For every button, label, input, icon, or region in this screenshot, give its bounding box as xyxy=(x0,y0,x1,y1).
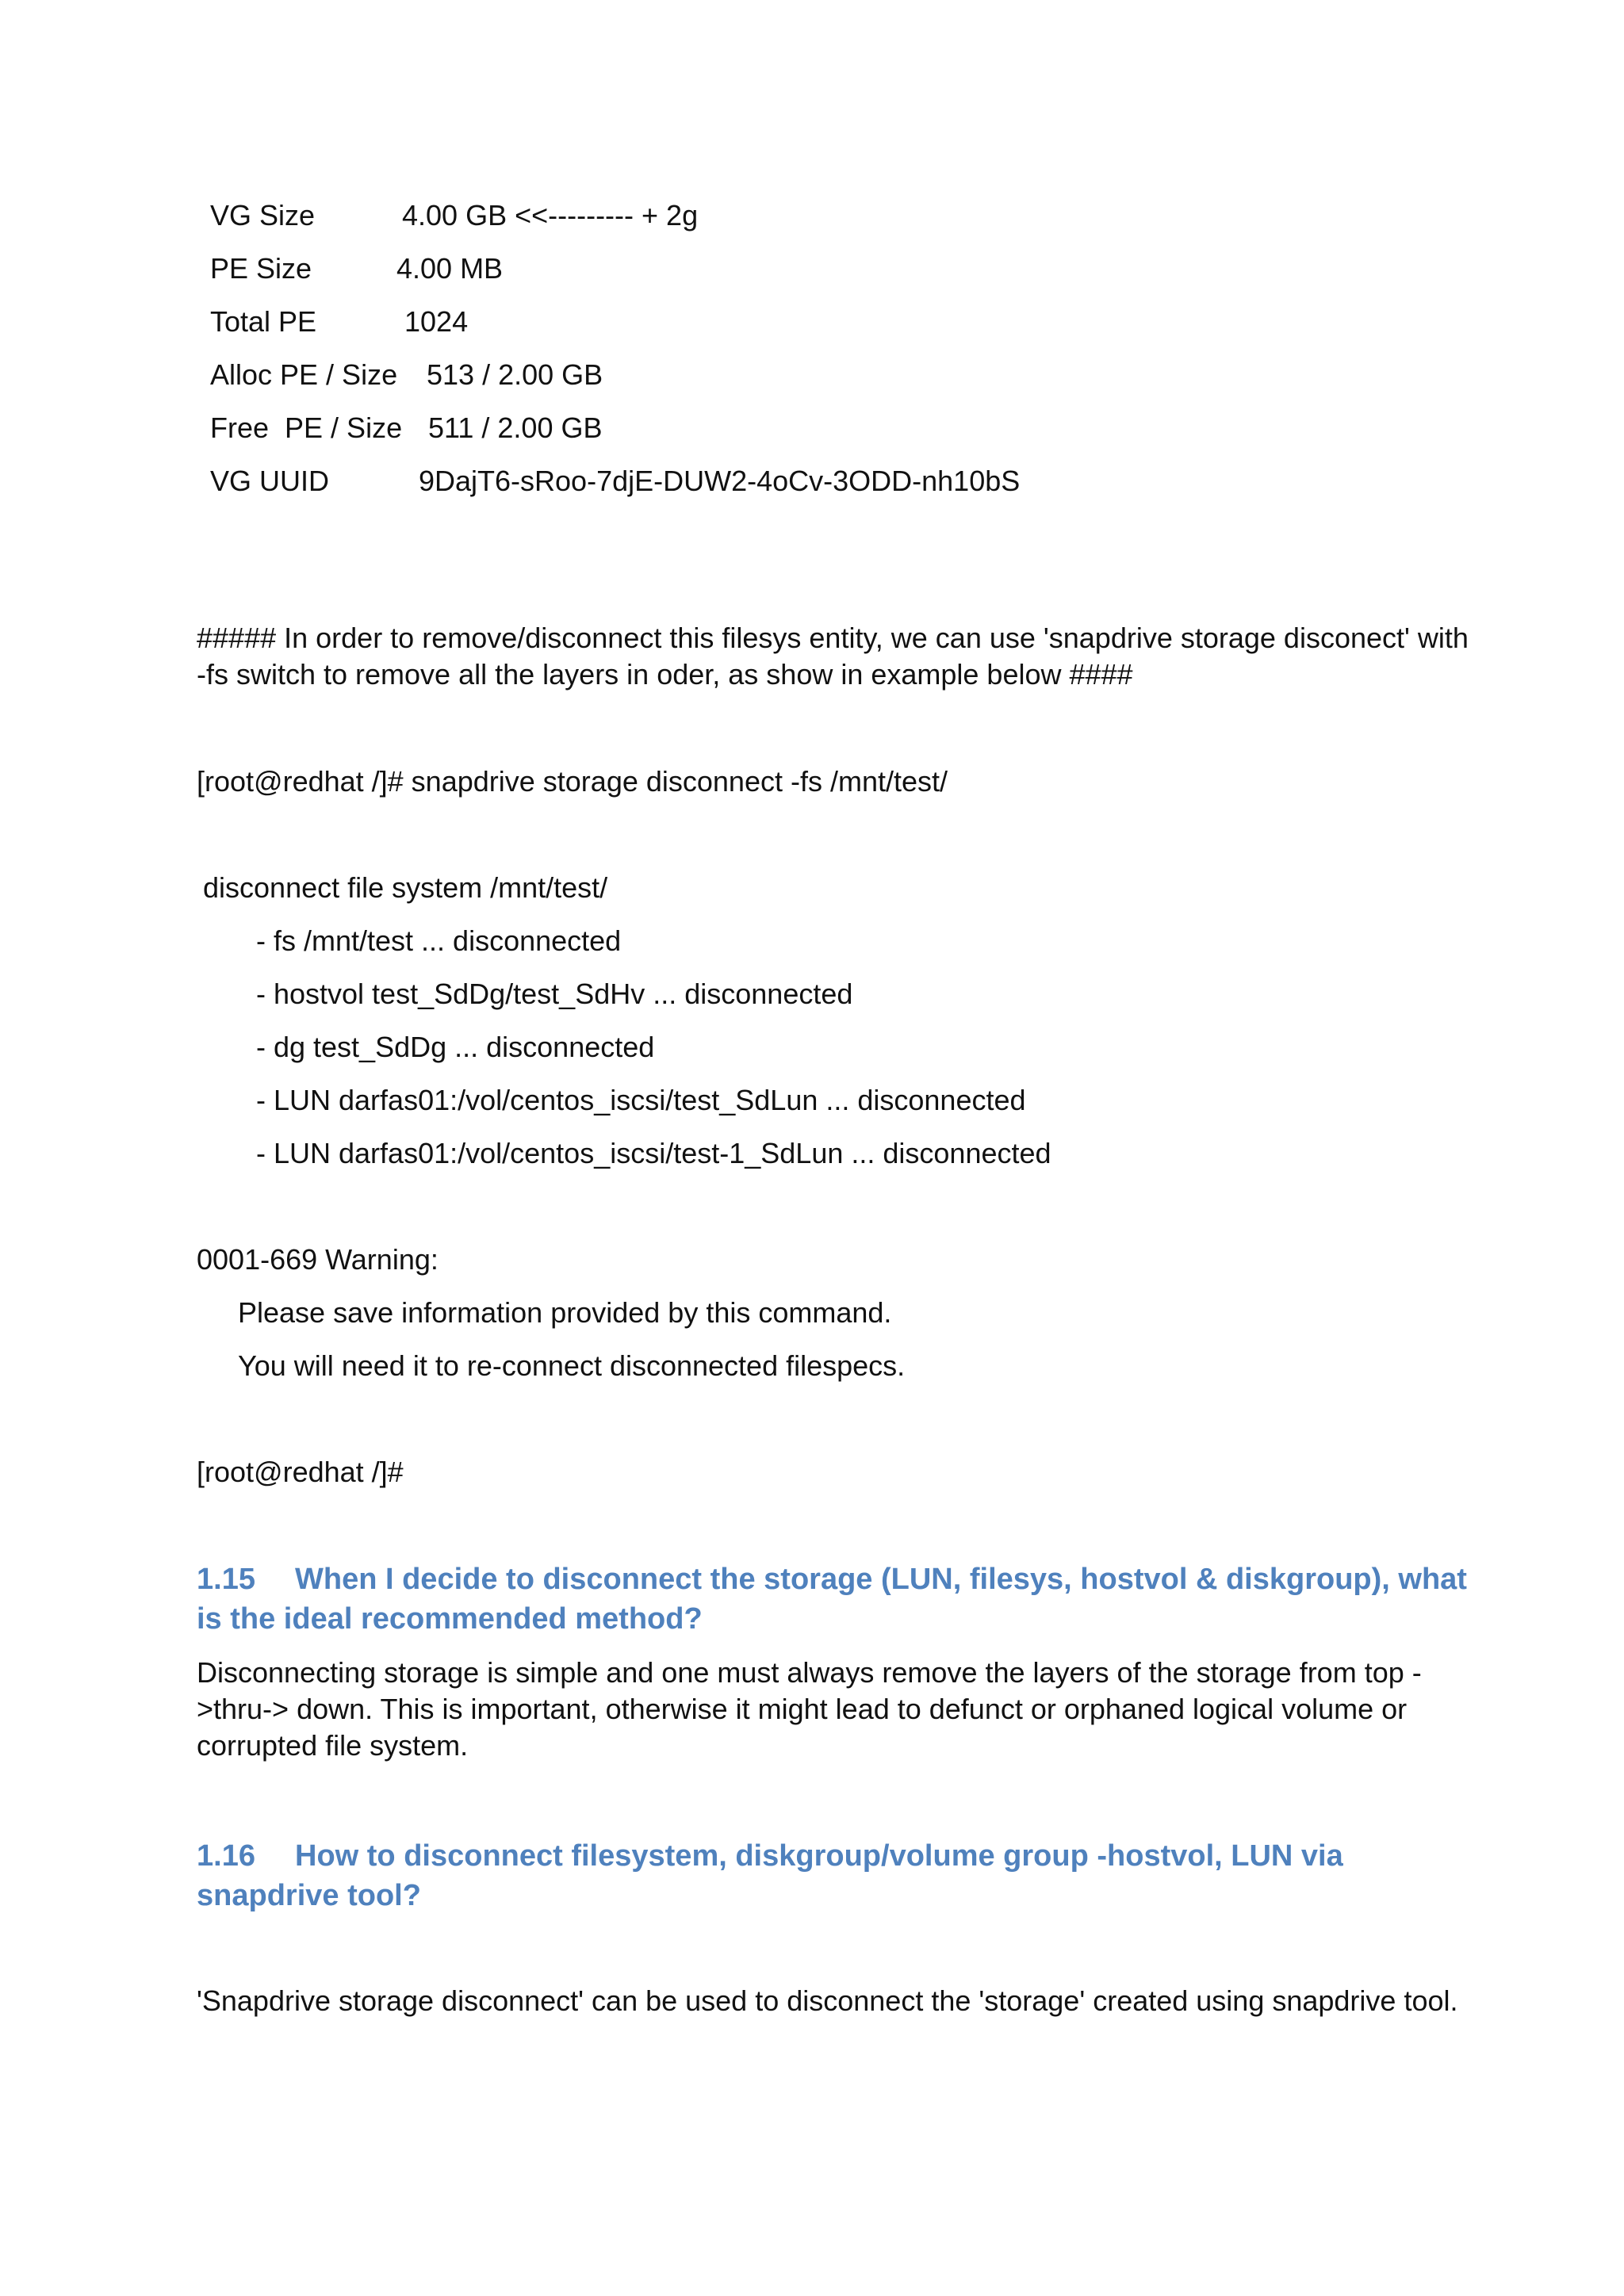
section-116-number: 1.16 xyxy=(197,1839,255,1873)
note-paragraph: ##### In order to remove/disconnect this filesys entity, we can use 'snapdrive storage disconect' with -fs switch to remove all the layers in oder, as show in example below #### xyxy=(197,622,1469,691)
warning-title: 0001-669 Warning: xyxy=(197,1243,439,1276)
vg-size-value: 4.00 GB <<--------- + 2g xyxy=(402,199,699,232)
free-pe-label: Free PE / Size xyxy=(210,411,403,444)
vg-uuid-label: VG UUID xyxy=(210,465,330,497)
free-pe-value: 511 / 2.00 GB xyxy=(428,411,603,444)
output-header: disconnect file system /mnt/test/ xyxy=(203,871,608,904)
output-item: - fs /mnt/test ... disconnected xyxy=(256,924,622,957)
output-item: - LUN darfas01:/vol/centos_iscsi/test_SdLun ... disconnected xyxy=(256,1084,1026,1116)
section-115-title: When I decide to disconnect the storage (LUN, filesys, hostvol & diskgroup), what is the ideal recommended method? xyxy=(197,1563,1467,1636)
alloc-pe-value: 513 / 2.00 GB xyxy=(427,358,603,391)
total-pe-label: Total PE xyxy=(210,305,317,338)
section-115-heading xyxy=(197,1559,1481,1639)
section-115-body: Disconnecting storage is simple and one must always remove the layers of the storage from top ->thru-> down. This is important, otherwise it might lead to defunct or orphaned logical volume or corrupted file system. xyxy=(197,1656,1422,1762)
total-pe-value: 1024 xyxy=(404,305,469,338)
output-item: - dg test_SdDg ... disconnected xyxy=(256,1031,655,1063)
vg-uuid-value: 9DajT6-sRoo-7djE-DUW2-4oCv-3ODD-nh10bS xyxy=(419,465,1021,497)
alloc-pe-label: Alloc PE / Size xyxy=(210,358,398,391)
pe-size-value: 4.00 MB xyxy=(396,252,504,285)
command-line: [root@redhat /]# snapdrive storage disconnect -fs /mnt/test/ xyxy=(197,765,948,798)
output-item: - LUN darfas01:/vol/centos_iscsi/test-1_SdLun ... disconnected xyxy=(256,1137,1051,1169)
output-item: - hostvol test_SdDg/test_SdHv ... disconnected xyxy=(256,978,853,1010)
warning-line: You will need it to re-connect disconnected filespecs. xyxy=(238,1349,906,1382)
section-116-heading xyxy=(197,1836,1481,1915)
section-116-title: How to disconnect filesystem, diskgroup/volume group -hostvol, LUN via snapdrive tool? xyxy=(197,1839,1343,1912)
section-115-number: 1.15 xyxy=(197,1563,255,1596)
warning-line: Please save information provided by this command. xyxy=(238,1296,892,1329)
section-116-body: 'Snapdrive storage disconnect' can be used to disconnect the 'storage' created using snapdrive tool. xyxy=(197,1984,1458,2017)
pe-size-label: PE Size xyxy=(210,252,312,285)
vg-size-label: VG Size xyxy=(210,199,316,232)
prompt-end: [root@redhat /]# xyxy=(197,1456,404,1488)
